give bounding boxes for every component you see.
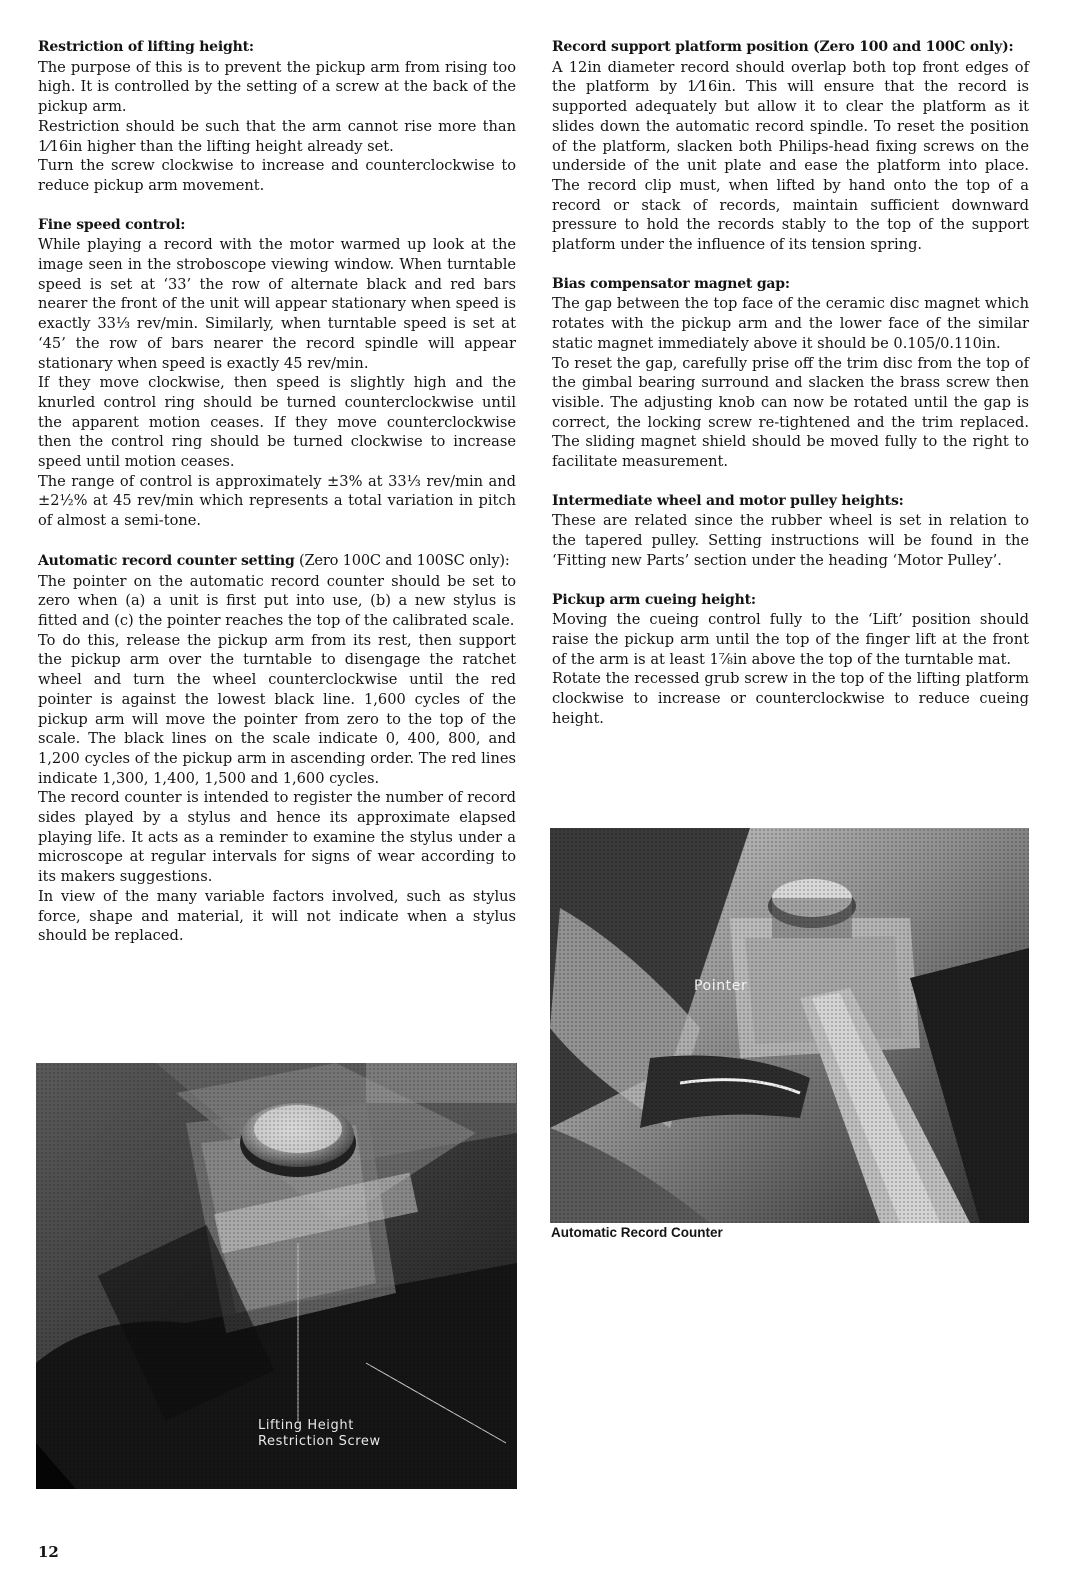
heading-note: (Zero 100C and 100SC only): (294, 551, 510, 569)
paragraph: Moving the cueing control fully to the ‘Lift’ position should raise the pickup arm until the top of the finger lift at the front of the arm is at least 1⅞in above the top of the turntable mat. (552, 611, 1029, 668)
section-cueing (552, 591, 1029, 729)
paragraph: A 12in diameter record should overlap both top front edges of the platform by 1⁄16in. This will ensure that the record is supported adequately but allow it to clear the platform as it slides down the automatic record spindle. To reset the position of the platform, slacken both Philips-head fixing screws on the underside of the unit plate and ease the platform into place. The record clip must, when lifted by hand onto the top of a record or stack of records, maintain sufficient downward pressure to hold the records stably to the top of the support platform under the influence of its tension spring. (552, 58, 1029, 254)
paragraph: The purpose of this is to prevent the pickup arm from rising too high. It is controlled by the setting of a screw at the back of the pickup arm. (38, 58, 516, 116)
section-heading: Pickup arm cueing height: (552, 591, 756, 608)
photo-label-pointer: Pointer (694, 978, 748, 994)
paragraph: These are related since the rubber wheel is set in relation to the tapered pulley. Setting instructions will be found in the ‘Fitting new Parts’ section under the heading ‘Motor Pulley’. (552, 512, 1029, 569)
label-line: Lifting Height (258, 1418, 354, 1433)
paragraph: To reset the gap, carefully prise off the trim disc from the top of the gimbal bearing surround and slacken the brass screw then visible. The adjusting knob can now be rotated until the gap is correct, the locking screw re-tightened and the trim replaced. The sliding magnet shield should be moved fully to the right to facilitate measurement. (552, 354, 1029, 471)
section-heading: Restriction of lifting height: (38, 39, 254, 55)
paragraph: If they move clockwise, then speed is slightly high and the knurled control ring should be turned counterclockwise until the apparent motion ceases. If they move counterclockwise then the control ring should be turned clockwise to increase speed until motion ceases. (38, 374, 516, 471)
paragraph: The record counter is intended to register the number of record sides played by a stylus and hence its approximate elapsed playing life. It acts as a reminder to examine the stylus under a microscope at regular intervals for signs of wear according to its makers suggestions. (38, 789, 516, 886)
section-counter (38, 551, 516, 946)
paragraph: To do this, release the pickup arm from its rest, then support the pickup arm over the turntable to disengage the ratchet wheel and turn the wheel counterclockwise until the red pointer is against the lowest black line. 1,600 cycles of the pickup arm will move the pointer from zero to the top of the scale. The black lines on the scale indicate 0, 400, 800, and 1,200 cycles of the pickup arm in ascending order. The red lines indicate 1,300, 1,400, 1,500 and 1,600 cycles. (38, 631, 516, 787)
section-heading (38, 551, 516, 572)
section-heading: Intermediate wheel and motor pulley heights: (552, 492, 904, 509)
paragraph: Turn the screw clockwise to increase and counterclockwise to reduce pickup arm movement. (38, 157, 516, 194)
paragraph: While playing a record with the motor warmed up look at the image seen in the stroboscope viewing window. When turntable speed is set at ‘33’ the row of alternate black and red bars nearer the front of the unit will appear stationary when speed is exactly 33⅓ rev/min. Similarly, when turntable speed is set at ‘45’ the row of bars nearer the record spindle will appear stationary when speed is exactly 45 rev/min. (38, 236, 516, 372)
paragraph: Rotate the recessed grub screw in the top of the lifting platform clockwise to increase or counterclockwise to reduce cueing height. (552, 670, 1029, 727)
right-column (552, 38, 1029, 749)
left-column (38, 38, 516, 966)
section-restriction (38, 38, 516, 196)
label-line: Restriction Screw (258, 1434, 381, 1449)
section-bias (552, 275, 1029, 472)
section-intermediate (552, 492, 1029, 571)
section-heading: Fine speed control: (38, 216, 186, 233)
heading-bold: Automatic record counter setting (38, 552, 295, 569)
section-fine-speed (38, 216, 516, 531)
paragraph: In view of the many variable factors involved, such as stylus force, shape and material, it will not indicate when a stylus should be replaced. (38, 887, 516, 945)
section-heading: Bias compensator magnet gap: (552, 275, 790, 292)
photo-caption: Automatic Record Counter (551, 1225, 723, 1240)
paragraph: The gap between the top face of the ceramic disc magnet which rotates with the pickup arm and the lower face of the similar static magnet immediately above it should be 0.105/0.110in. (552, 295, 1029, 352)
photo-illustration (550, 828, 1029, 1223)
paragraph: The pointer on the automatic record counter should be set to zero when (a) a unit is first put into use, (b) a new stylus is fitted and (c) the pointer reaches the top of the calibrated scale. (38, 572, 516, 629)
section-heading: Record support platform position (Zero 100 and 100C only): (552, 39, 1014, 55)
photo-label (258, 1418, 381, 1450)
page-number: 12 (38, 1543, 59, 1561)
paragraph: Restriction should be such that the arm cannot rise more than 1⁄16in higher than the lifting height already set. (38, 117, 516, 155)
photo-record-counter (550, 828, 1029, 1223)
photo-lifting-height-screw (36, 1063, 517, 1489)
paragraph: The range of control is approximately ±3% at 33⅓ rev/min and ±2½% at 45 rev/min which represents a total variation in pitch of almost a semi-tone. (38, 472, 516, 530)
section-platform (552, 38, 1029, 255)
